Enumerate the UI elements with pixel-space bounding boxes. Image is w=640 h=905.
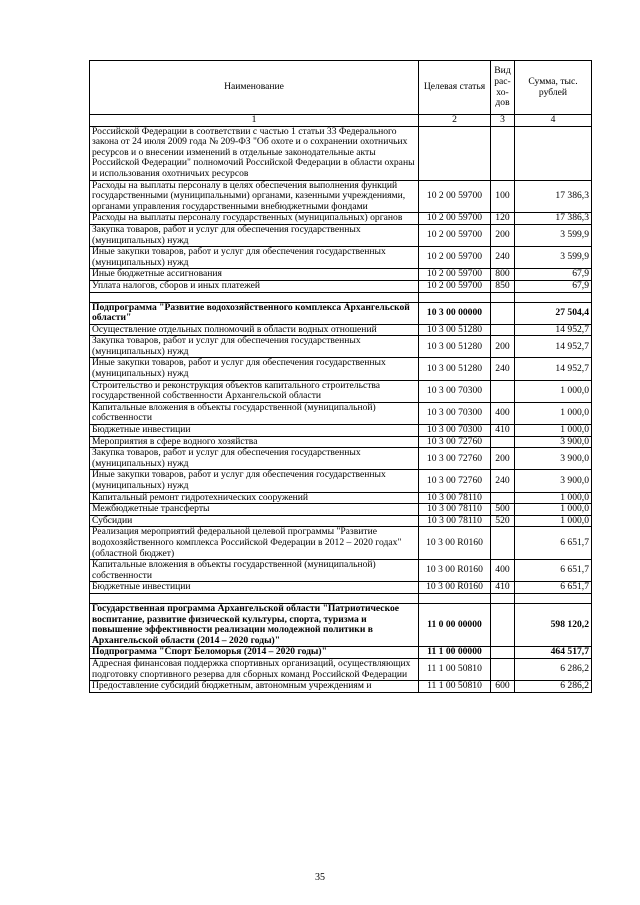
row-code bbox=[419, 292, 491, 302]
row-code: 10 3 00 72760 bbox=[419, 470, 491, 492]
page-number: 35 bbox=[315, 872, 325, 883]
row-type: 410 bbox=[491, 582, 515, 594]
table-row bbox=[90, 247, 592, 269]
row-sum: 14 952,7 bbox=[515, 358, 592, 380]
row-code: 10 3 00 78110 bbox=[419, 515, 491, 527]
row-code: 11 1 00 00000 bbox=[419, 647, 491, 659]
header-code: Целевая статья bbox=[419, 61, 491, 115]
row-sum: 6 286,2 bbox=[515, 681, 592, 693]
table-row bbox=[90, 336, 592, 358]
row-type bbox=[491, 292, 515, 302]
row-name: Субсидии bbox=[90, 515, 419, 527]
spacer-row bbox=[90, 593, 592, 603]
table-row bbox=[90, 560, 592, 582]
row-code: 10 3 00 R0160 bbox=[419, 560, 491, 582]
row-sum: 3 900,0 bbox=[515, 436, 592, 448]
row-name: Закупка товаров, работ и услуг для обеспечения государственных (муниципальных) нужд bbox=[90, 336, 419, 358]
row-name: Реализация мероприятий федеральной целевой программы "Развитие водохозяйственного комплекса Российской Федерации в 2012 – 2020 годах" (областной бюджет) bbox=[90, 527, 419, 560]
table-row bbox=[90, 180, 592, 213]
row-code: 11 1 00 50810 bbox=[419, 658, 491, 680]
row-type: 410 bbox=[491, 425, 515, 437]
table-row bbox=[90, 358, 592, 380]
row-sum: 27 504,4 bbox=[515, 302, 592, 324]
row-type: 240 bbox=[491, 470, 515, 492]
row-type bbox=[491, 126, 515, 180]
table-row bbox=[90, 436, 592, 448]
table-row bbox=[90, 582, 592, 594]
row-name: Капитальные вложения в объекты государственной (муниципальной) собственности bbox=[90, 402, 419, 424]
table-row bbox=[90, 647, 592, 659]
table-row bbox=[90, 658, 592, 680]
row-code: 10 3 00 78110 bbox=[419, 504, 491, 516]
row-sum: 6 286,2 bbox=[515, 658, 592, 680]
row-sum: 6 651,7 bbox=[515, 582, 592, 594]
header-name: Наименование bbox=[90, 61, 419, 115]
row-sum: 598 120,2 bbox=[515, 603, 592, 646]
table-row bbox=[90, 402, 592, 424]
table-row bbox=[90, 280, 592, 292]
row-sum: 14 952,7 bbox=[515, 336, 592, 358]
row-sum bbox=[515, 126, 592, 180]
row-sum: 464 517,7 bbox=[515, 647, 592, 659]
table-row bbox=[90, 302, 592, 324]
row-sum: 1 000,0 bbox=[515, 504, 592, 516]
row-code: 10 3 00 R0160 bbox=[419, 582, 491, 594]
spacer-row bbox=[90, 292, 592, 302]
row-type bbox=[491, 593, 515, 603]
row-name: Межбюджетные трансферты bbox=[90, 504, 419, 516]
row-name: Подпрограмма "Развитие водохозяйственного комплекса Архангельской области" bbox=[90, 302, 419, 324]
header-type: Вид рас-хо-дов bbox=[491, 61, 515, 115]
table-row bbox=[90, 269, 592, 281]
row-code bbox=[419, 593, 491, 603]
row-code: 10 3 00 51280 bbox=[419, 358, 491, 380]
row-type bbox=[491, 492, 515, 504]
row-code bbox=[419, 126, 491, 180]
row-type bbox=[491, 436, 515, 448]
row-sum bbox=[515, 292, 592, 302]
row-code: 10 3 00 70300 bbox=[419, 425, 491, 437]
table-row bbox=[90, 324, 592, 336]
row-sum: 67,9 bbox=[515, 269, 592, 281]
row-type: 120 bbox=[491, 213, 515, 225]
row-sum: 67,9 bbox=[515, 280, 592, 292]
row-type bbox=[491, 603, 515, 646]
row-name: Иные бюджетные ассигнования bbox=[90, 269, 419, 281]
table-row bbox=[90, 527, 592, 560]
row-name: Подпрограмма "Спорт Беломорья (2014 – 2020 годы)" bbox=[90, 647, 419, 659]
row-code: 10 3 00 72760 bbox=[419, 448, 491, 470]
row-code: 11 0 00 00000 bbox=[419, 603, 491, 646]
row-type bbox=[491, 658, 515, 680]
row-name: Осуществление отдельных полномочий в области водных отношений bbox=[90, 324, 419, 336]
row-name: Иные закупки товаров, работ и услуг для обеспечения государственных (муниципальных) нужд bbox=[90, 247, 419, 269]
row-name bbox=[90, 593, 419, 603]
row-sum: 6 651,7 bbox=[515, 560, 592, 582]
row-type: 240 bbox=[491, 358, 515, 380]
header-num-3: 3 bbox=[491, 115, 515, 127]
row-type: 200 bbox=[491, 224, 515, 246]
row-sum: 17 386,3 bbox=[515, 213, 592, 225]
row-code: 11 1 00 50810 bbox=[419, 681, 491, 693]
table-row bbox=[90, 425, 592, 437]
row-type: 100 bbox=[491, 180, 515, 213]
table-row bbox=[90, 126, 592, 180]
row-sum: 1 000,0 bbox=[515, 380, 592, 402]
row-name: Уплата налогов, сборов и иных платежей bbox=[90, 280, 419, 292]
table-row bbox=[90, 681, 592, 693]
table-row bbox=[90, 213, 592, 225]
row-code: 10 3 00 78110 bbox=[419, 492, 491, 504]
row-type: 200 bbox=[491, 448, 515, 470]
table-row bbox=[90, 380, 592, 402]
row-type: 400 bbox=[491, 560, 515, 582]
row-type bbox=[491, 527, 515, 560]
row-sum: 1 000,0 bbox=[515, 402, 592, 424]
row-type: 520 bbox=[491, 515, 515, 527]
row-name: Бюджетные инвестиции bbox=[90, 582, 419, 594]
row-code: 10 2 00 59700 bbox=[419, 213, 491, 225]
row-sum: 14 952,7 bbox=[515, 324, 592, 336]
row-code: 10 3 00 R0160 bbox=[419, 527, 491, 560]
row-name: Расходы на выплаты персоналу в целях обеспечения выполнения функций государственными (муниципальными) органами, казенными учреждениями, органами управления государственными внебюджетными фондами bbox=[90, 180, 419, 213]
row-code: 10 3 00 72760 bbox=[419, 436, 491, 448]
row-sum: 1 000,0 bbox=[515, 492, 592, 504]
row-type: 200 bbox=[491, 336, 515, 358]
row-type: 800 bbox=[491, 269, 515, 281]
row-code: 10 2 00 59700 bbox=[419, 224, 491, 246]
row-code: 10 2 00 59700 bbox=[419, 247, 491, 269]
row-name: Бюджетные инвестиции bbox=[90, 425, 419, 437]
table-row bbox=[90, 470, 592, 492]
row-sum: 1 000,0 bbox=[515, 425, 592, 437]
header-sum: Сумма, тыс. рублей bbox=[515, 61, 592, 115]
header-num-2: 2 bbox=[419, 115, 491, 127]
row-code: 10 3 00 70300 bbox=[419, 380, 491, 402]
header-num-1: 1 bbox=[90, 115, 419, 127]
table-row bbox=[90, 448, 592, 470]
row-code: 10 3 00 70300 bbox=[419, 402, 491, 424]
row-name: Государственная программа Архангельской области "Патриотическое воспитание, развитие физической культуры, спорта, туризма и повышение эффективности реализации молодежной политики в Архангельской области (2014 – 2020 годы)" bbox=[90, 603, 419, 646]
row-code: 10 2 00 59700 bbox=[419, 269, 491, 281]
row-code: 10 2 00 59700 bbox=[419, 280, 491, 292]
row-name: Капитальный ремонт гидротехнических сооружений bbox=[90, 492, 419, 504]
table-row bbox=[90, 504, 592, 516]
row-sum: 3 900,0 bbox=[515, 470, 592, 492]
budget-table bbox=[89, 60, 592, 693]
row-sum: 3 599,9 bbox=[515, 247, 592, 269]
row-type bbox=[491, 380, 515, 402]
table-body bbox=[90, 126, 592, 692]
row-type bbox=[491, 324, 515, 336]
row-name: Предоставление субсидий бюджетным, автономным учреждениям и bbox=[90, 681, 419, 693]
row-sum: 17 386,3 bbox=[515, 180, 592, 213]
row-code: 10 3 00 51280 bbox=[419, 324, 491, 336]
row-type: 240 bbox=[491, 247, 515, 269]
row-type: 850 bbox=[491, 280, 515, 292]
row-sum: 3 599,9 bbox=[515, 224, 592, 246]
row-code: 10 2 00 59700 bbox=[419, 180, 491, 213]
row-name: Адресная финансовая поддержка спортивных организаций, осуществляющих подготовку спортивного резерва для сборных команд Российской Федерации bbox=[90, 658, 419, 680]
row-type: 600 bbox=[491, 681, 515, 693]
table-row bbox=[90, 603, 592, 646]
row-code: 10 3 00 51280 bbox=[419, 336, 491, 358]
row-sum bbox=[515, 593, 592, 603]
table-row bbox=[90, 224, 592, 246]
row-name: Иные закупки товаров, работ и услуг для обеспечения государственных (муниципальных) нужд bbox=[90, 470, 419, 492]
row-type: 500 bbox=[491, 504, 515, 516]
row-name: Иные закупки товаров, работ и услуг для обеспечения государственных (муниципальных) нужд bbox=[90, 358, 419, 380]
row-name: Закупка товаров, работ и услуг для обеспечения государственных (муниципальных) нужд bbox=[90, 448, 419, 470]
row-type: 400 bbox=[491, 402, 515, 424]
row-name: Закупка товаров, работ и услуг для обеспечения государственных (муниципальных) нужд bbox=[90, 224, 419, 246]
header-num-4: 4 bbox=[515, 115, 592, 127]
row-type bbox=[491, 647, 515, 659]
row-sum: 1 000,0 bbox=[515, 515, 592, 527]
row-name: Расходы на выплаты персоналу государственных (муниципальных) органов bbox=[90, 213, 419, 225]
row-type bbox=[491, 302, 515, 324]
table-row bbox=[90, 492, 592, 504]
row-name bbox=[90, 292, 419, 302]
row-code: 10 3 00 00000 bbox=[419, 302, 491, 324]
row-name: Российской Федерации в соответствии с частью 1 статьи 33 Федерального закона от 24 июля 2009 года № 209-ФЗ "Об охоте и о сохранении охотничьих ресурсов и о внесении изменений в отдельные законодательные акты Российской Федерации" полномочий Российской Федерации в области охраны и использования охотничьих ресурсов bbox=[90, 126, 419, 180]
row-sum: 3 900,0 bbox=[515, 448, 592, 470]
row-name: Мероприятия в сфере водного хозяйства bbox=[90, 436, 419, 448]
row-name: Капитальные вложения в объекты государственной (муниципальной) собственности bbox=[90, 560, 419, 582]
row-sum: 6 651,7 bbox=[515, 527, 592, 560]
row-name: Строительство и реконструкция объектов капитального строительства государственной собственности Архангельской области bbox=[90, 380, 419, 402]
table-row bbox=[90, 515, 592, 527]
